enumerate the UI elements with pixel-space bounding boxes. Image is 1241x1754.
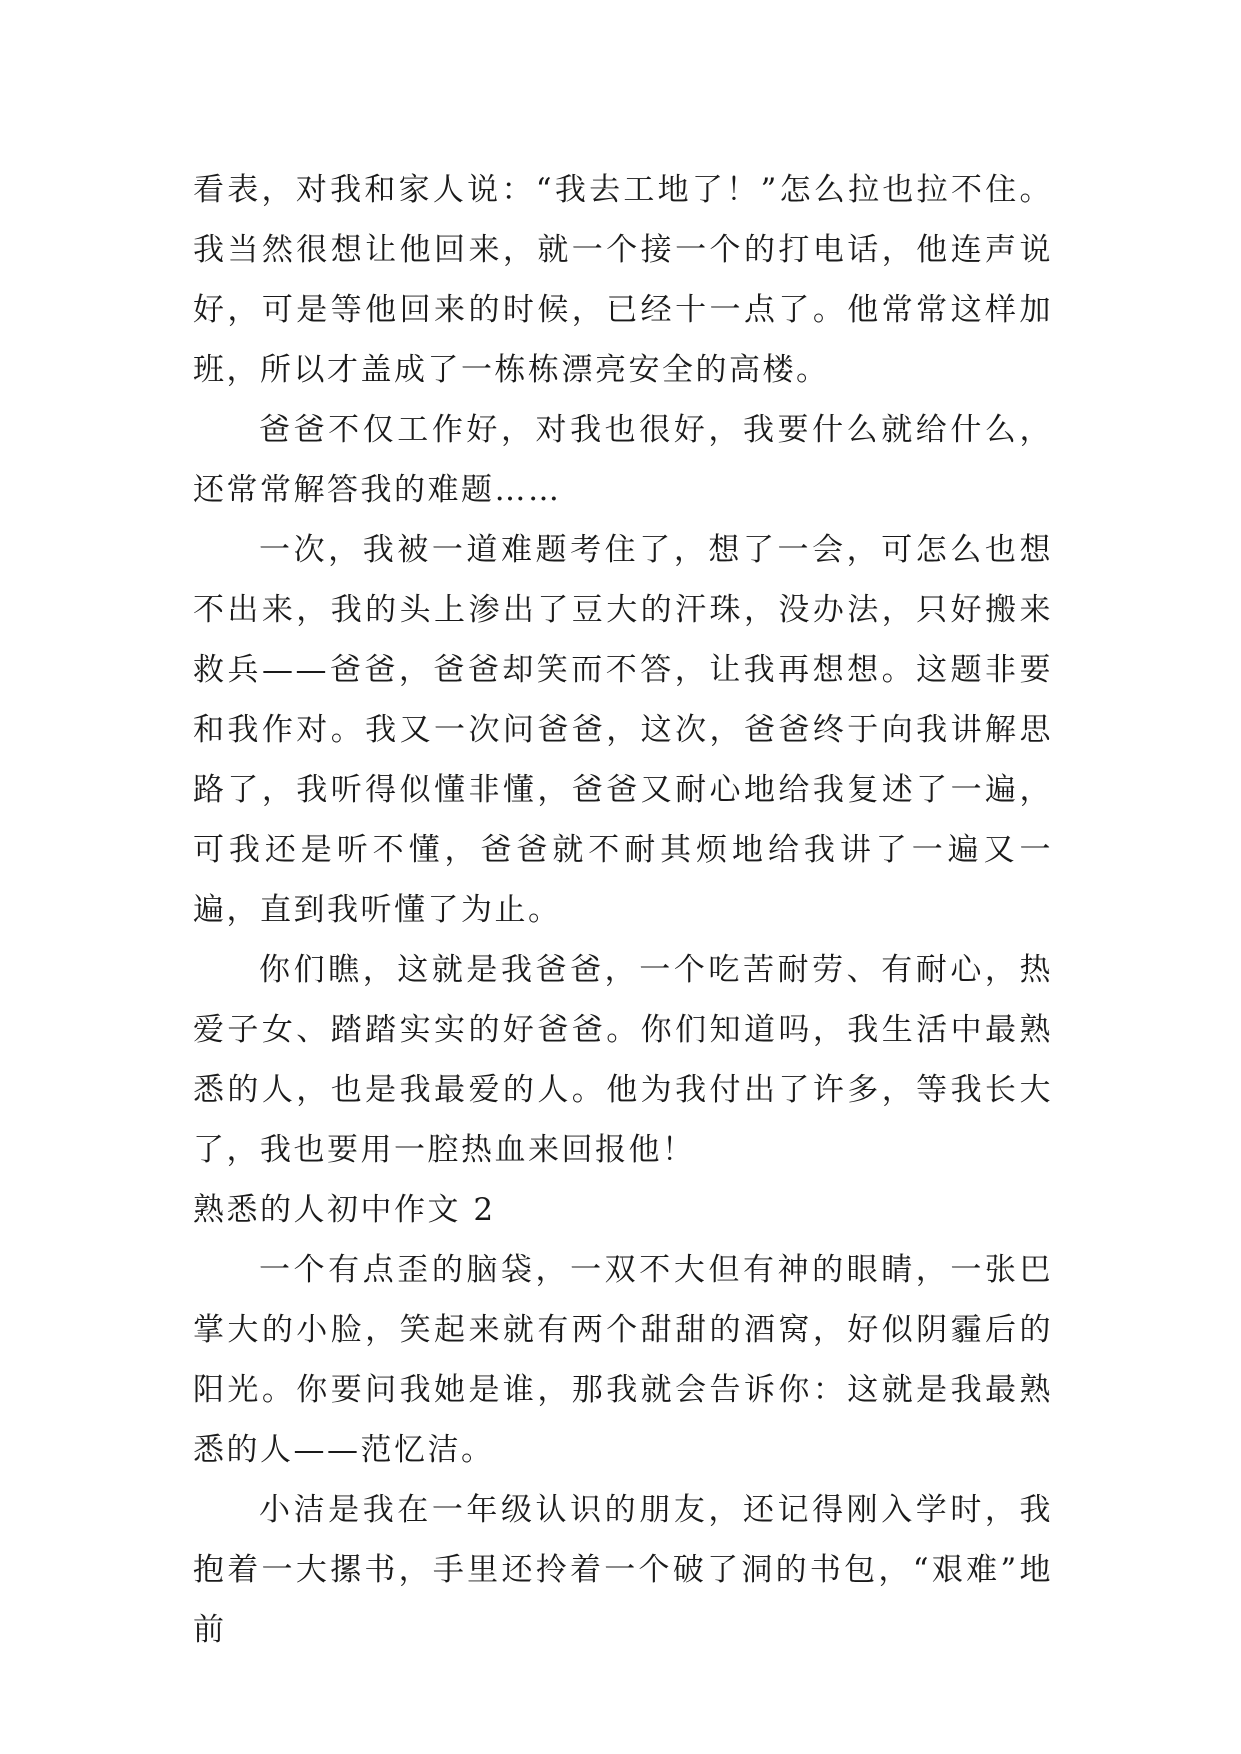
- paragraph-1: 看表，对我和家人说：“我去工地了！”怎么拉也拉不住。我当然很想让他回来，就一个接一个的打电话，他连声说好，可是等他回来的时候，已经十一点了。他常常这样加班，所以才盖成了一栋栋漂亮安全的高楼。: [193, 172, 1053, 388]
- paragraph-6: 小洁是我在一年级认识的朋友，还记得刚入学时，我抱着一大摞书，手里还拎着一个破了洞的书包，“艰难”地前: [193, 1492, 1053, 1648]
- essay-heading: 熟悉的人初中作文 2: [193, 1192, 496, 1228]
- paragraph-5: 一个有点歪的脑袋，一双不大但有神的眼睛，一张巴掌大的小脸，笑起来就有两个甜甜的酒窝，好似阴霾后的阳光。你要问我她是谁，那我就会告诉你：这就是我最熟悉的人——范忆洁。: [193, 1252, 1053, 1468]
- paragraph-2: 爸爸不仅工作好，对我也很好，我要什么就给什么，还常常解答我的难题……: [193, 412, 1053, 508]
- paragraph-4: 你们瞧，这就是我爸爸，一个吃苦耐劳、有耐心，热爱子女、踏踏实实的好爸爸。你们知道吗，我生活中最熟悉的人，也是我最爱的人。他为我付出了许多，等我长大了，我也要用一腔热血来回报他！: [193, 952, 1053, 1168]
- paragraph-3: 一次，我被一道难题考住了，想了一会，可怎么也想不出来，我的头上渗出了豆大的汗珠，没办法，只好搬来救兵——爸爸，爸爸却笑而不答，让我再想想。这题非要和我作对。我又一次问爸爸，这次，爸爸终于向我讲解思路了，我听得似懂非懂，爸爸又耐心地给我复述了一遍，可我还是听不懂，爸爸就不耐其烦地给我讲了一遍又一遍，直到我听懂了为止。: [193, 532, 1053, 928]
- document-body: [193, 160, 1053, 1660]
